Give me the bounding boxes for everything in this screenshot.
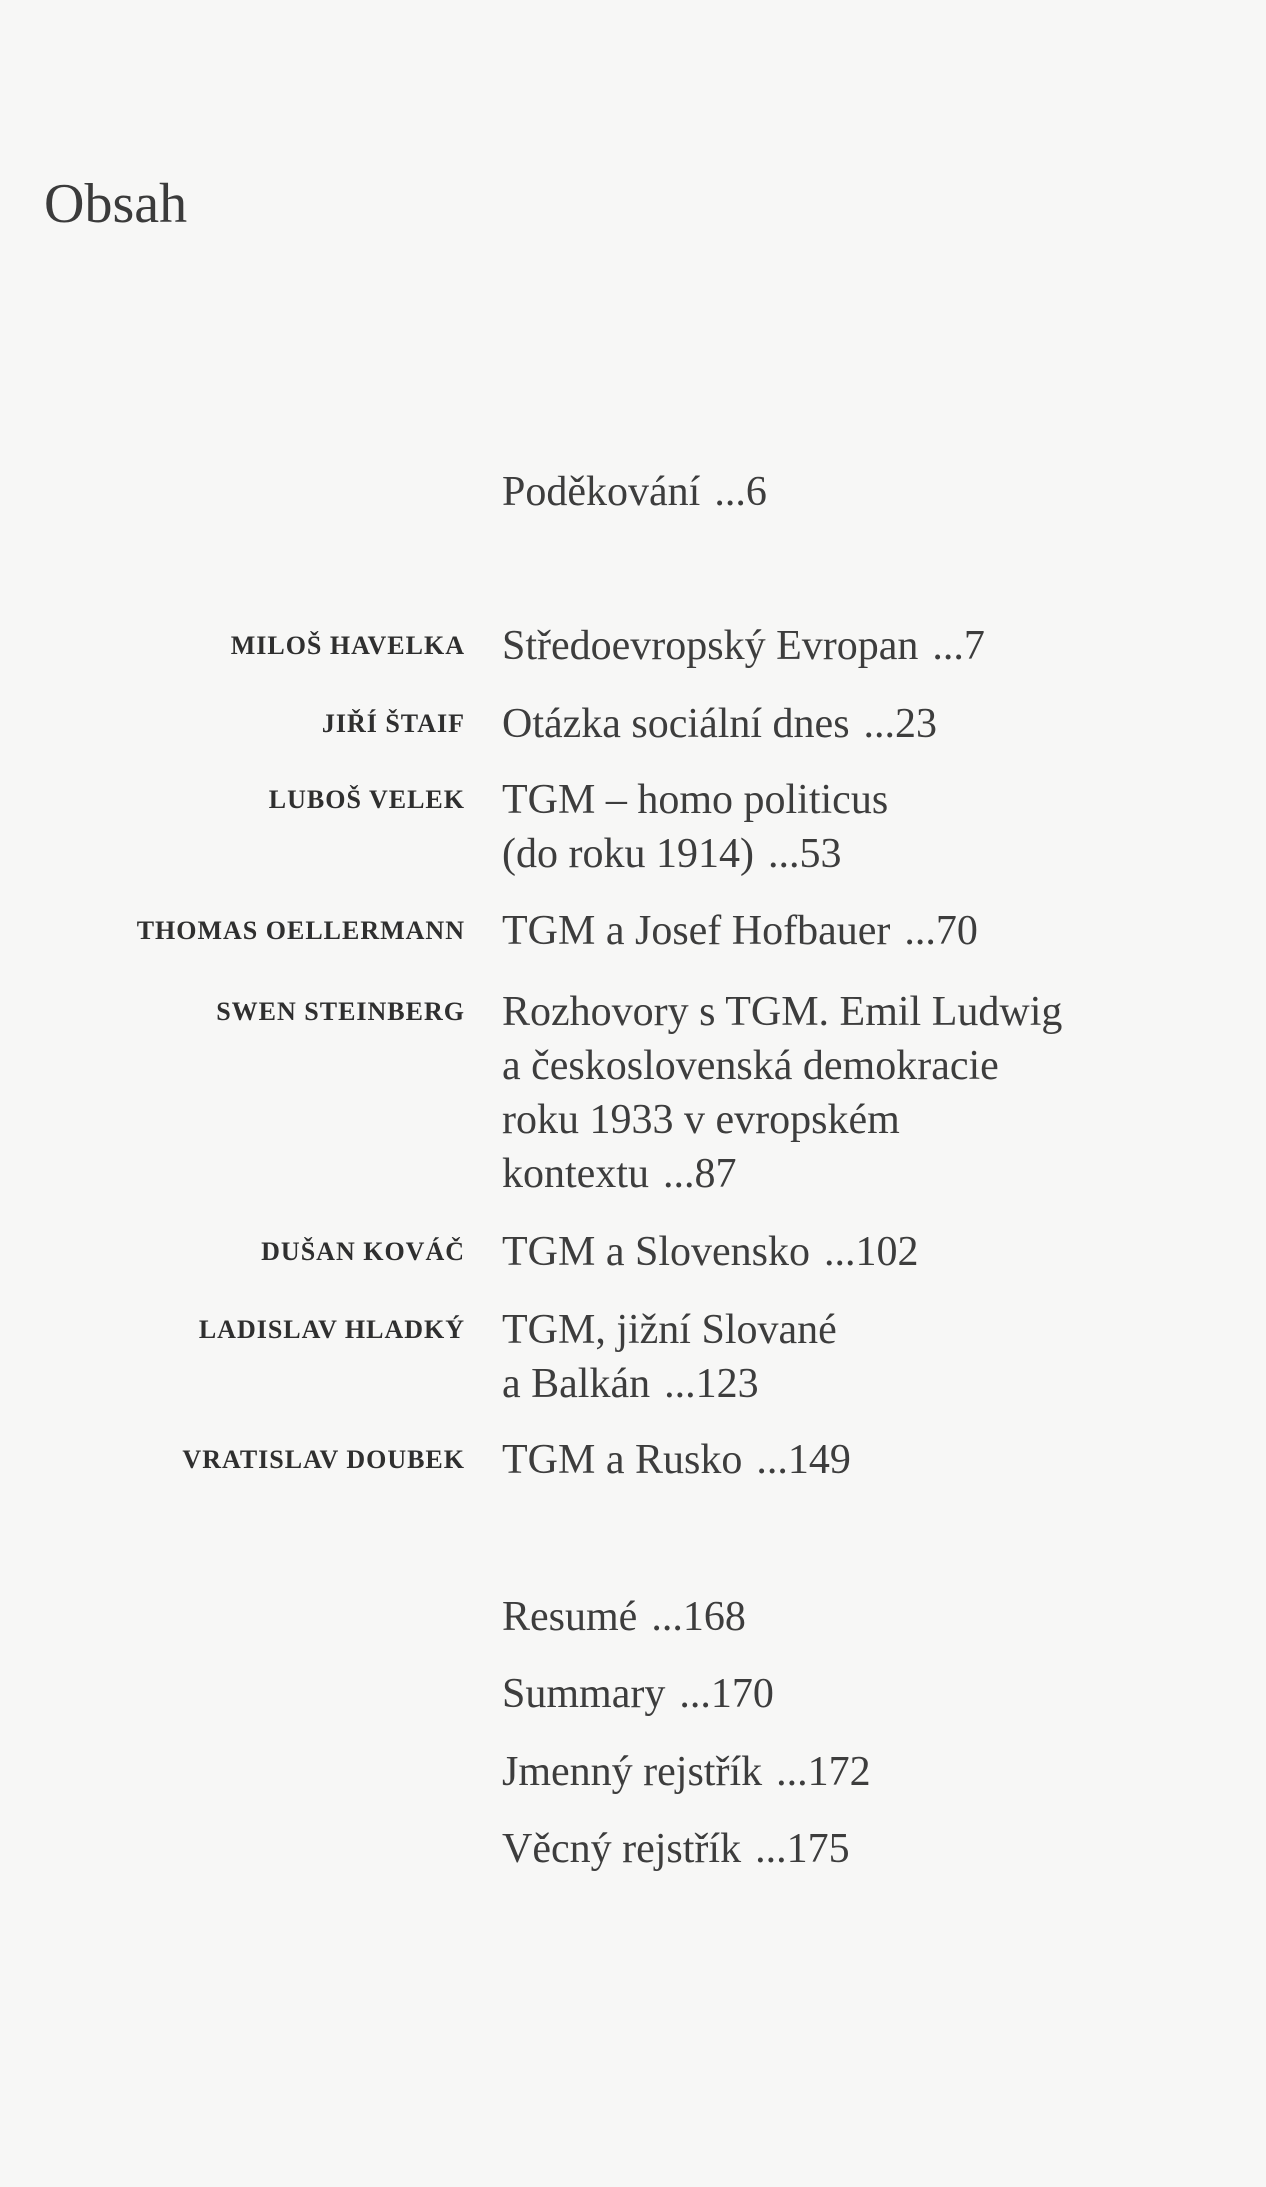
toc-page-number: ...170 <box>679 1671 774 1717</box>
toc-page-number: ...123 <box>664 1361 759 1407</box>
toc-entry-title[interactable]: Otázka sociální dnes ...23 <box>502 701 938 747</box>
toc-back-matter-item[interactable]: Jmenný rejstřík ...172 <box>502 1749 871 1795</box>
page-title: Obsah <box>44 173 188 235</box>
toc-page-number: ...102 <box>824 1229 919 1275</box>
toc-page-number: ...7 <box>932 623 985 669</box>
toc-author: LADISLAV HLADKÝ <box>198 1315 465 1344</box>
toc-page-number: ...172 <box>776 1749 871 1795</box>
toc-entry-title[interactable]: Středoevropský Evropan ...7 <box>502 623 985 669</box>
toc-author: MILOŠ HAVELKA <box>230 631 465 660</box>
toc-back-matter-item[interactable]: Summary ...170 <box>502 1671 774 1717</box>
toc-entry-title-continued[interactable]: kontextu ...87 <box>502 1151 737 1197</box>
toc-page-number: ...87 <box>662 1151 737 1197</box>
toc-entry-title[interactable]: TGM a Josef Hofbauer ...70 <box>502 908 978 954</box>
toc-entry-title-continued[interactable]: a československá demokracie <box>502 1043 999 1089</box>
toc-acknowledgements[interactable] <box>502 465 767 519</box>
toc-page-number: ...6 <box>714 469 767 515</box>
toc-back-matter-item[interactable]: Věcný rejstřík ...175 <box>502 1826 850 1872</box>
toc-author: SWEN STEINBERG <box>216 997 465 1026</box>
toc-author: LUBOŠ VELEK <box>268 785 465 814</box>
toc-page-number: ...70 <box>904 908 978 954</box>
toc-entry-title[interactable]: Rozhovory s TGM. Emil Ludwig <box>502 989 1063 1035</box>
toc-entry-title-continued[interactable]: a Balkán ...123 <box>502 1361 759 1407</box>
toc-author: JIŘÍ ŠTAIF <box>321 709 465 738</box>
toc-entry-title[interactable]: TGM, jižní Slované <box>502 1307 837 1353</box>
toc-author: VRATISLAV DOUBEK <box>182 1445 465 1474</box>
toc-entry-title[interactable]: TGM – homo politicus <box>502 777 889 823</box>
toc-author: THOMAS OELLERMANN <box>136 916 465 945</box>
toc-entry-title-continued[interactable]: (do roku 1914) ...53 <box>502 831 842 877</box>
toc-back-matter-item[interactable]: Resumé ...168 <box>502 1594 746 1640</box>
toc-page-number: ...175 <box>755 1826 850 1872</box>
toc-entry-title[interactable]: TGM a Rusko ...149 <box>502 1437 851 1483</box>
toc-page-number: ...23 <box>863 701 938 747</box>
toc-page-number: ...53 <box>767 831 842 877</box>
toc-entry-title-continued[interactable]: roku 1933 v evropském <box>502 1097 900 1143</box>
toc-entry-title[interactable]: TGM a Slovensko ...102 <box>502 1229 919 1275</box>
toc-page-number: ...149 <box>756 1437 851 1483</box>
toc-entry-title: Poděkování <box>502 469 701 515</box>
toc-author: DUŠAN KOVÁČ <box>261 1237 465 1266</box>
toc-page-number: ...168 <box>651 1594 746 1640</box>
